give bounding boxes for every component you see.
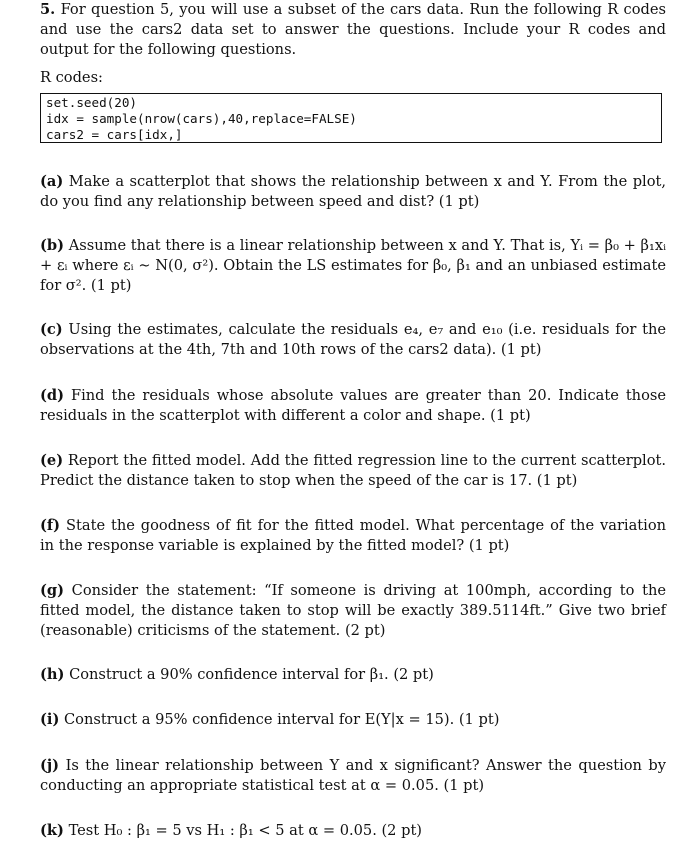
question-label: (i) xyxy=(40,711,60,728)
question-text: Assume that there is a linear relationship between x and Y. That is, Yᵢ = β₀ + β₁xᵢ + εᵢ where εᵢ ∼ N(0, σ²). Obtain the LS estimates for β₀, β₁ and an unbiased estimate for σ². (1 pt) xyxy=(40,237,667,294)
question-a xyxy=(40,172,666,212)
question-text: Test H₀ : β₁ = 5 vs H₁ : β₁ < 5 at α = 0.05. (2 pt) xyxy=(68,822,422,839)
code-line-1: set.seed(20) xyxy=(46,95,137,110)
question-label: (b) xyxy=(40,237,65,254)
question-text: Construct a 90% confidence interval for β₁. (2 pt) xyxy=(69,666,434,683)
question-label: (h) xyxy=(40,666,65,683)
question-text: State the goodness of fit for the fitted model. What percentage of the variation in the response variable is explained by the fitted model? (1 pt) xyxy=(40,517,667,554)
question-text: Construct a 95% confidence interval for E(Y|x = 15). (1 pt) xyxy=(64,711,500,728)
question-label: (g) xyxy=(40,582,65,599)
question-j xyxy=(40,756,666,796)
question-label: (d) xyxy=(40,387,65,404)
code-line-2: idx = sample(nrow(cars),40,replace=FALSE) xyxy=(46,111,357,126)
question-text: Is the linear relationship between Y and x significant? Answer the question by conducting an appropriate statistical test at α = 0.05. (1 pt) xyxy=(40,757,666,794)
question-d xyxy=(40,386,666,426)
rcodes-label: R codes: xyxy=(40,69,103,86)
question-label: (c) xyxy=(40,321,63,338)
question-label: (f) xyxy=(40,517,61,534)
question-b xyxy=(40,236,666,296)
question-intro xyxy=(40,0,666,60)
code-line-3: cars2 = cars[idx,] xyxy=(46,127,183,142)
question-e xyxy=(40,451,666,491)
question-f xyxy=(40,516,666,556)
question-intro-text: For question 5, you will use a subset of the cars data. Run the following R codes and use the cars2 data set to answer the questions. Include your R codes and output for the following questions. xyxy=(40,1,666,58)
question-number: 5. xyxy=(40,1,56,18)
question-k xyxy=(40,821,666,841)
question-label: (j) xyxy=(40,757,60,774)
question-h xyxy=(40,665,666,685)
question-text: Find the residuals whose absolute values are greater than 20. Indicate those residuals in the scatterplot with different a color and shape. (1 pt) xyxy=(40,387,666,424)
question-text: Using the estimates, calculate the residuals e₄, e₇ and e₁₀ (i.e. residuals for the observations at the 4th, 7th and 10th rows of the cars2 data). (1 pt) xyxy=(40,321,666,358)
question-c xyxy=(40,320,666,360)
question-text: Make a scatterplot that shows the relationship between x and Y. From the plot, do you find any relationship between speed and dist? (1 pt) xyxy=(40,173,666,210)
question-label: (e) xyxy=(40,452,64,469)
question-text: Report the fitted model. Add the fitted regression line to the current scatterplot. Predict the distance taken to stop when the speed of the car is 17. (1 pt) xyxy=(40,452,666,489)
question-label: (a) xyxy=(40,173,64,190)
question-g xyxy=(40,581,666,641)
question-i xyxy=(40,710,666,730)
question-label: (k) xyxy=(40,822,64,839)
question-text: Consider the statement: “If someone is driving at 100mph, according to the fitted model, the distance taken to stop will be exactly 389.5114ft.” Give two brief (reasonable) criticisms of the statement. (2 pt) xyxy=(40,582,666,639)
code-box xyxy=(40,93,662,143)
